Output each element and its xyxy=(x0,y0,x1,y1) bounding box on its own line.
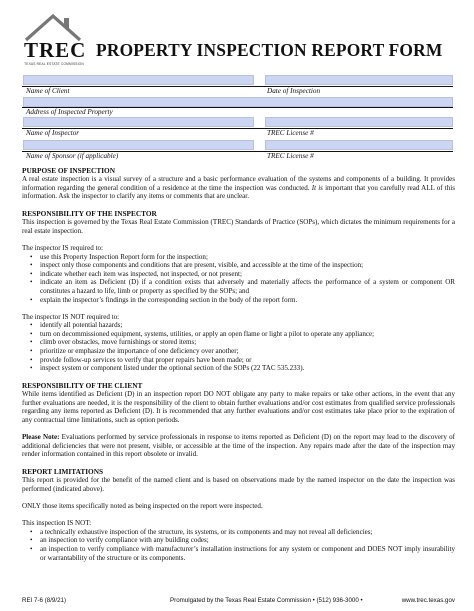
not-required-intro: The inspector IS NOT required to: xyxy=(22,312,120,321)
list-item: • an inspection to verify compliance with manufacturer’s installation instructions for any system or component and DOES NOT imply insurability or warrantability of the structure or its components. xyxy=(22,545,455,562)
purpose-text-b: It is xyxy=(311,183,323,192)
list-item: • identify all potential hazards; xyxy=(22,321,455,330)
inspector-row xyxy=(22,116,453,139)
inspector-name-field[interactable] xyxy=(23,117,254,127)
list-item: • prioritize or emphasize the importance of one deficiency over another; xyxy=(22,347,455,356)
inspection-not-list xyxy=(22,528,455,562)
field-rule xyxy=(22,86,453,87)
inspector-license-label: TREC License # xyxy=(267,129,314,137)
list-item: • indicate whether each item was inspected, not inspected, or not present; xyxy=(22,270,455,279)
limitations-heading: REPORT LIMITATIONS xyxy=(22,467,104,477)
only-items-text: ONLY those items specifically noted as being inspected on the report were inspected. xyxy=(22,502,263,511)
required-list xyxy=(22,253,455,305)
logo-text: TREC xyxy=(24,38,87,62)
list-item: • inspect system or component listed under the optional section of the SOPs (22 TAC 535.233). xyxy=(22,364,455,373)
sponsor-row xyxy=(22,139,453,162)
list-item: • a technically exhaustive inspection of the structure, its systems, or its components and may not reveal all deficiencies; xyxy=(22,528,455,537)
please-note-label: Please Note: xyxy=(22,433,60,442)
list-item: • explain the inspector’s findings in the corresponding section in the body of the report form. xyxy=(22,296,455,305)
list-item: • inspect only those components and conditions that are present, visible, and accessible at the time of the inspection; xyxy=(22,261,455,270)
please-note-body: Evaluations performed by service professionals in response to items reported as Deficient (D) on the report may lead to the discovery of additional deficiencies that were not present, visible, or accessible at the time of the inspection. Any repairs made after the date of the inspection may render information contained in this report obsolete or invalid. xyxy=(22,433,455,459)
list-item: • use this Property Inspection Report form for the inspection; xyxy=(22,253,455,262)
client-responsibility-heading: RESPONSIBILITY OF THE CLIENT xyxy=(22,381,143,391)
limitations-text: This report is provided for the benefit of the named client and is based on observations made by the named inspector on the date the inspection was performed (indicated above). xyxy=(22,476,455,494)
purpose-heading: PURPOSE OF INSPECTION xyxy=(22,166,115,175)
client-name-label: Name of Client xyxy=(26,87,70,95)
list-item: • provide follow-up services to verify that proper repairs have been made; or xyxy=(22,356,455,365)
promulgated-text: Promulgated by the Texas Real Estate Commission • (512) 936-3000 • xyxy=(170,597,363,604)
logo-subtext: TEXAS REAL ESTATE COMMISSION xyxy=(24,62,84,66)
purpose-text-a: A real estate inspection is a visual survey of a structure and a basic performance evaluation of the systems and components of a building. It provides information regarding the general condition of a residence at the time the inspection was conducted. xyxy=(22,175,455,192)
not-required-list xyxy=(22,321,455,373)
address-label: Address of Inspected Property xyxy=(26,108,113,116)
list-item: • indicate an item as Deficient (D) if a condition exists that adversely and materially affects the performance of a system or component OR constitutes a hazard to life, limb or property as specified by the SOPs; and xyxy=(22,278,455,295)
sponsor-name-field[interactable] xyxy=(23,140,254,150)
not-intro: This inspection IS NOT: xyxy=(22,519,92,528)
form-id: REI 7-6 (8/9/21) xyxy=(22,597,67,604)
inspection-date-label: Date of Inspection xyxy=(267,87,321,95)
report-body xyxy=(22,166,455,571)
inspector-name-label: Name of Inspector xyxy=(26,129,80,137)
address-row xyxy=(22,97,453,116)
client-name-field[interactable] xyxy=(23,75,254,85)
trec-logo xyxy=(22,12,87,70)
list-item: • climb over obstacles, move furnishings or stored items; xyxy=(22,338,455,347)
client-date-row xyxy=(22,74,453,97)
page-title: PROPERTY INSPECTION REPORT FORM xyxy=(96,40,443,60)
purpose-text xyxy=(22,175,455,201)
address-field[interactable] xyxy=(23,97,453,107)
purpose-text-c: important that you carefully read ALL of this information. Ask the inspector to clarify any items or comments that are unclear. xyxy=(22,183,455,201)
list-item: • turn on decommissioned equipment, systems, utilities, or apply an open flame or light a pilot to operate any appliance; xyxy=(22,330,455,339)
inspector-responsibility-heading: RESPONSIBILITY OF THE INSPECTOR xyxy=(22,209,157,219)
please-note-text xyxy=(22,433,455,459)
inspector-license-field[interactable] xyxy=(265,117,453,127)
client-responsibility-text: While items identified as Deficient (D) in an inspection report DO NOT obligate any party to make repairs or take other actions, in the event that any further evaluations are needed, it is the responsibility of the client to obtain further evaluations and/or cost estimates from qualified service professionals regarding any items reported as Deficient (D). It is recommended that any further evaluations and/or cost estimates take place prior to the expiration of any contractual time limitations, such as option periods. xyxy=(22,390,455,425)
trec-website-link[interactable]: www.trec.texas.gov xyxy=(401,597,455,604)
inspection-date-field[interactable] xyxy=(265,75,453,85)
list-item: • an inspection to verify compliance with any building codes; xyxy=(22,536,455,545)
sponsor-name-label: Name of Sponsor (if applicable) xyxy=(26,152,119,160)
field-rule xyxy=(22,128,453,129)
required-intro: The inspector IS required to: xyxy=(22,243,104,252)
report-header-fields xyxy=(22,74,453,162)
sponsor-license-label: TREC License # xyxy=(267,152,314,160)
inspector-responsibility-text: This inspection is governed by the Texas Real Estate Commission (TREC) Standards of Practice (SOPs), which dictates the minimum requirements for a real estate inspection. xyxy=(22,218,455,235)
sponsor-license-field[interactable] xyxy=(265,140,453,150)
